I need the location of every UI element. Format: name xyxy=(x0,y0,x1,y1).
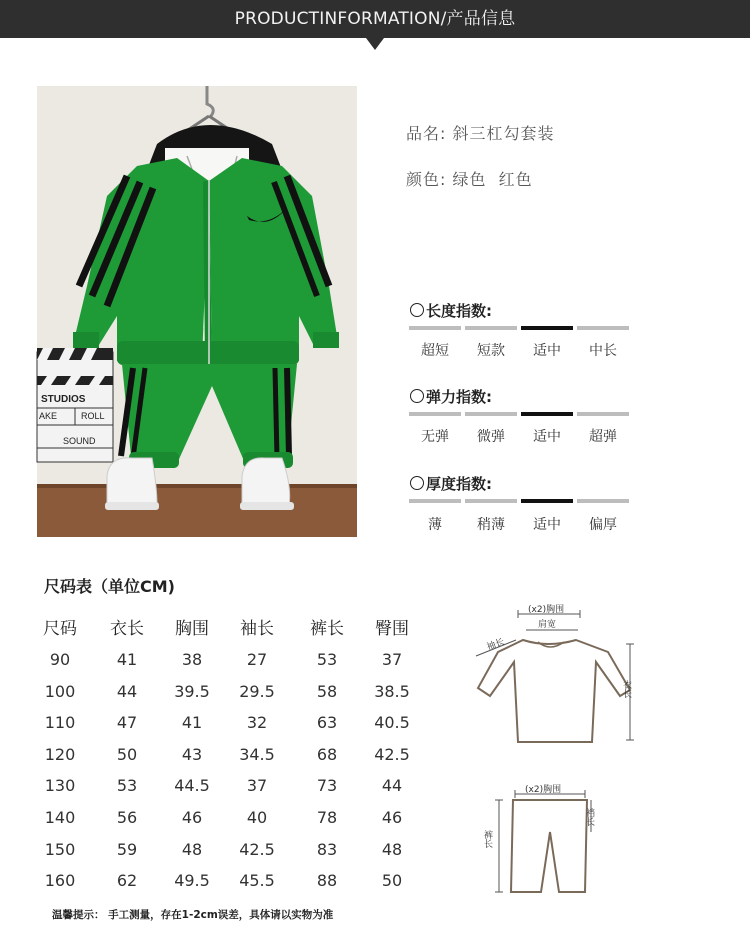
length-index-segment xyxy=(409,326,461,330)
length-option: 超短 xyxy=(421,343,449,359)
length-index-title xyxy=(410,300,492,321)
size-table-header: 臀围 xyxy=(375,619,409,639)
size-table-cell: 45.5 xyxy=(239,871,275,891)
size-table-cell: 48 xyxy=(381,839,403,859)
size-table-cell: 44.5 xyxy=(174,776,210,796)
size-table-cell: 32 xyxy=(246,713,268,733)
size-table-cell: 56 xyxy=(116,808,138,827)
length-option: 短款 xyxy=(477,343,505,359)
size-table-cell: 50 xyxy=(381,871,403,891)
diagram-rise-label: 裆长 xyxy=(584,808,594,826)
size-table-cell: 42.5 xyxy=(239,839,275,859)
size-table-cell: 27 xyxy=(246,650,268,669)
size-table-size-cell: 90 xyxy=(49,650,71,669)
pants-measurement-diagram xyxy=(482,780,615,900)
elasticity-option-selected: 适中 xyxy=(533,429,561,445)
measurement-note: 温馨提示： 手工测量，存在1-2cm误差，具体请以实物为准 xyxy=(52,909,334,921)
length-index-bar xyxy=(409,326,629,330)
product-color-value: 绿色 红色 xyxy=(452,170,533,189)
size-table-cell: 44 xyxy=(381,776,403,796)
size-table-header: 袖长 xyxy=(240,619,274,639)
product-illustration xyxy=(37,86,357,537)
size-table-header: 裤长 xyxy=(310,619,344,639)
size-table-cell: 44 xyxy=(116,681,138,701)
thickness-index-title xyxy=(410,473,492,494)
size-table-cell: 53 xyxy=(316,650,338,669)
product-photo xyxy=(37,86,357,537)
size-table-cell: 37 xyxy=(246,776,268,796)
product-name-value: 斜三杠勾套装 xyxy=(452,124,555,143)
thickness-option: 偏厚 xyxy=(589,517,617,533)
diagram-chest-label: (x2)胸围 xyxy=(528,605,565,615)
thickness-option: 薄 xyxy=(428,517,442,533)
length-index-segment-selected xyxy=(521,326,573,330)
size-table-cell: 62 xyxy=(116,871,138,891)
elasticity-index-segment xyxy=(465,412,517,416)
size-table-cell: 48 xyxy=(181,839,203,859)
product-name-line xyxy=(406,121,555,144)
clapperboard xyxy=(37,348,113,462)
size-table-title: 尺码表（单位CM) xyxy=(44,577,175,596)
product-color-label: 颜色: xyxy=(406,170,447,189)
thickness-option: 稍薄 xyxy=(477,517,505,533)
clap-text-roll: ROLL xyxy=(81,411,105,421)
thickness-index-segment-selected xyxy=(521,499,573,503)
size-table-size-cell: 110 xyxy=(44,713,76,733)
circle-icon xyxy=(410,303,424,317)
size-table-cell: 41 xyxy=(181,713,203,733)
elasticity-index-title xyxy=(410,386,492,407)
size-table-cell: 83 xyxy=(316,839,338,859)
thickness-index-segment xyxy=(465,499,517,503)
thickness-index-bar xyxy=(409,499,629,503)
product-color-line xyxy=(406,167,533,190)
size-table-cell: 39.5 xyxy=(174,681,210,701)
clap-text-studios: STUDIOS xyxy=(41,394,86,405)
elasticity-option: 超弹 xyxy=(589,429,617,445)
clap-text-sound: SOUND xyxy=(63,436,96,446)
header-notch xyxy=(366,38,384,50)
size-table-cell: 38 xyxy=(181,650,203,669)
size-table-header: 尺码 xyxy=(43,619,77,639)
length-index-segment xyxy=(465,326,517,330)
size-table-size-cell: 100 xyxy=(44,681,76,701)
top-measurement-diagram xyxy=(468,600,648,750)
length-index-label: 长度指数: xyxy=(426,302,492,320)
clap-text-ake: AKE xyxy=(39,411,58,421)
size-table-cell: 41 xyxy=(116,650,138,669)
size-table-size-cell: 140 xyxy=(44,808,76,827)
size-table-cell: 68 xyxy=(316,744,338,764)
size-table-cell: 43 xyxy=(181,744,203,764)
size-table-header: 胸围 xyxy=(175,619,209,639)
size-table-cell: 59 xyxy=(116,839,138,859)
size-table-cell: 47 xyxy=(116,713,138,733)
thickness-option-selected: 适中 xyxy=(533,517,561,533)
thickness-index-segment xyxy=(577,499,629,503)
size-table-cell: 46 xyxy=(181,808,203,827)
size-table-header: 衣长 xyxy=(110,619,144,639)
size-table-cell: 58 xyxy=(316,681,338,701)
elasticity-index-segment xyxy=(577,412,629,416)
size-table-cell: 50 xyxy=(116,744,138,764)
size-table-cell: 88 xyxy=(316,871,338,891)
size-table-cell: 63 xyxy=(316,713,338,733)
size-table-cell: 40.5 xyxy=(374,713,410,733)
diagram-shoulder-label: 肩宽 xyxy=(538,620,557,630)
thickness-index-options xyxy=(409,514,629,534)
circle-icon xyxy=(410,389,424,403)
diagram-sleeve-label: 袖长 xyxy=(485,637,506,653)
size-table-cell: 34.5 xyxy=(239,744,275,764)
elasticity-index-bar xyxy=(409,412,629,416)
size-table-cell: 42.5 xyxy=(374,744,410,764)
elasticity-index-label: 弹力指数: xyxy=(426,388,492,406)
size-table-cell: 53 xyxy=(116,776,138,796)
diagram-waist-label: (x2)胸围 xyxy=(525,785,562,795)
size-table-cell: 46 xyxy=(381,808,403,827)
length-option: 中长 xyxy=(589,343,617,359)
diagram-pants-label: 裤长 xyxy=(482,830,492,848)
size-table-cell: 49.5 xyxy=(174,871,210,891)
size-table-cell: 73 xyxy=(316,776,338,796)
product-name-label: 品名: xyxy=(406,124,447,143)
size-table-cell: 29.5 xyxy=(239,681,275,701)
header-title: PRODUCTINFORMATION/产品信息 xyxy=(234,9,516,29)
elasticity-option: 微弹 xyxy=(477,429,505,445)
length-index-options xyxy=(409,340,629,360)
elasticity-index-segment-selected xyxy=(521,412,573,416)
size-table-cell: 37 xyxy=(381,650,403,669)
elasticity-index-segment xyxy=(409,412,461,416)
thickness-index-label: 厚度指数: xyxy=(426,475,492,493)
size-table-cell: 40 xyxy=(246,808,268,827)
circle-icon xyxy=(410,476,424,490)
thickness-index-segment xyxy=(409,499,461,503)
size-table-cell: 78 xyxy=(316,808,338,827)
length-index-segment xyxy=(577,326,629,330)
diagram-length-label: 衣长 xyxy=(621,680,631,698)
size-table-size-cell: 150 xyxy=(44,839,76,859)
elasticity-index-options xyxy=(409,426,629,446)
elasticity-option: 无弹 xyxy=(421,429,449,445)
length-option-selected: 适中 xyxy=(533,343,561,359)
size-table-cell: 38.5 xyxy=(374,681,410,701)
size-table-size-cell: 130 xyxy=(44,776,76,796)
size-table-size-cell: 120 xyxy=(44,744,76,764)
size-table-size-cell: 160 xyxy=(44,871,76,891)
